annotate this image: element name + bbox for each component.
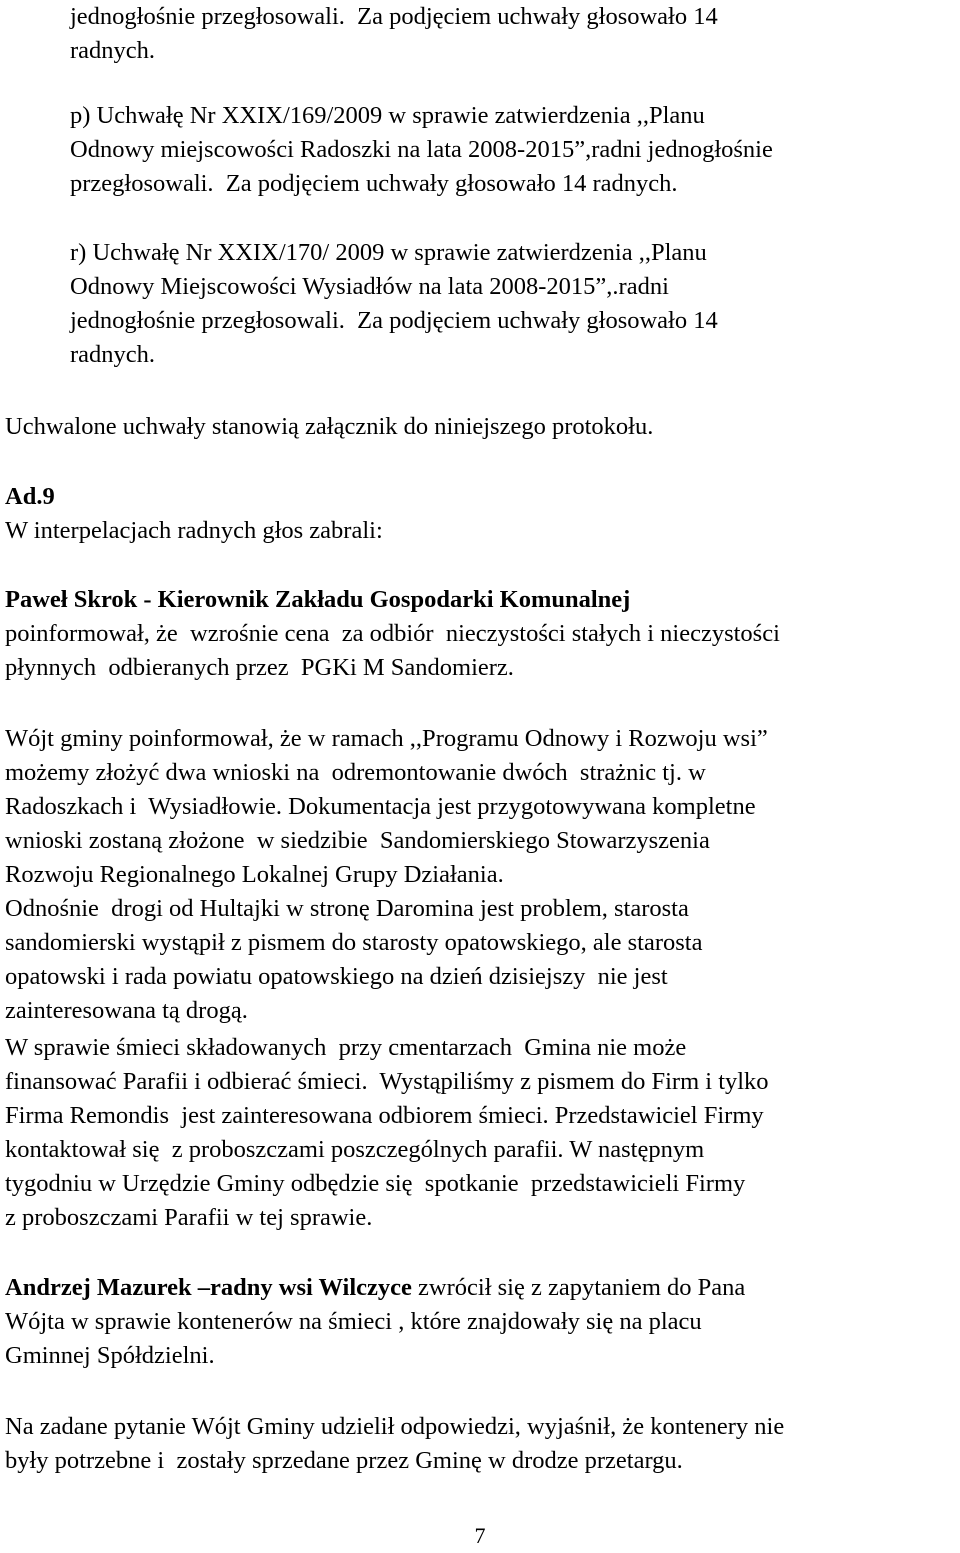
wojt-line-11: finansować Parafii i odbierać śmieci. Wystąpiliśmy z pismem do Firm i tylko <box>5 1068 769 1095</box>
item-r-line-1: r) Uchwałę Nr XXIX/170/ 2009 w sprawie zatwierdzenia ,,Planu <box>70 239 707 266</box>
speaker1-line-2: płynnych odbieranych przez PGKi M Sandomierz. <box>5 654 514 681</box>
wojt-line-15: z proboszczami Parafii w tej sprawie. <box>5 1204 373 1231</box>
speaker2-name: Andrzej Mazurek –radny wsi Wilczyce <box>5 1274 412 1301</box>
wojt-line-8: opatowski i rada powiatu opatowskiego na dzień dzisiejszy nie jest <box>5 963 668 990</box>
section-heading: Ad.9 <box>5 483 55 510</box>
wojt-line-1: Wójt gminy poinformował, że w ramach ,,Programu Odnowy i Rozwoju wsi” <box>5 725 768 752</box>
page-number: 7 <box>474 1523 486 1548</box>
answer-line-2: były potrzebne i zostały sprzedane przez Gminę w drodze przetargu. <box>5 1447 683 1474</box>
item-r-line-3: jednogłośnie przegłosowali. Za podjęciem uchwały głosowało 14 <box>70 307 718 334</box>
wojt-line-13: kontaktował się z proboszczami poszczególnych parafii. W następnym <box>5 1136 705 1163</box>
speaker2-line-2: Wójta w sprawie kontenerów na śmieci , które znajdowały się na placu <box>5 1308 702 1335</box>
wojt-line-5: Rozwoju Regionalnego Lokalnej Grupy Działania. <box>5 861 504 888</box>
item-p-line-1: p) Uchwałę Nr XXIX/169/2009 w sprawie zatwierdzenia ,,Planu <box>70 102 705 129</box>
answer-line-1: Na zadane pytanie Wójt Gminy udzielił odpowiedzi, wyjaśnił, że kontenery nie <box>5 1413 785 1440</box>
wojt-line-2: możemy złożyć dwa wnioski na odremontowanie dwóch strażnic tj. w <box>5 759 706 786</box>
item-o-line-1: jednogłośnie przegłosowali. Za podjęciem uchwały głosowało 14 <box>70 3 718 30</box>
item-p-line-2: Odnowy miejscowości Radoszki na lata 2008-2015”,radni jednogłośnie <box>70 136 773 163</box>
speaker2-first-line-rest: zwrócił się z zapytaniem do Pana <box>411 1274 746 1301</box>
wojt-line-6: Odnośnie drogi od Hultajki w stronę Daromina jest problem, starosta <box>5 895 689 922</box>
speaker2-line-1 <box>5 1271 745 1305</box>
wojt-line-7: sandomierski wystąpił z pismem do starosty opatowskiego, ale starosta <box>5 929 703 956</box>
speaker1-name: Paweł Skrok - Kierownik Zakładu Gospodarki Komunalnej <box>5 586 631 613</box>
speaker2-line-3: Gminnej Spółdzielni. <box>5 1342 215 1369</box>
wojt-line-14: tygodniu w Urzędzie Gminy odbędzie się spotkanie przedstawicieli Firmy <box>5 1170 746 1197</box>
section-intro: W interpelacjach radnych głos zabrali: <box>5 517 383 544</box>
item-r-line-4: radnych. <box>70 341 156 368</box>
wojt-line-9: zainteresowana tą drogą. <box>5 997 248 1024</box>
item-o-line-2: radnych. <box>70 37 156 64</box>
wojt-line-12: Firma Remondis jest zainteresowana odbiorem śmieci. Przedstawiciel Firmy <box>5 1102 764 1129</box>
item-p-line-3: przegłosowali. Za podjęciem uchwały głosowało 14 radnych. <box>70 170 678 197</box>
item-r-line-2: Odnowy Miejscowości Wysiadłów na lata 2008-2015”,.radni <box>70 273 669 300</box>
wojt-line-10: W sprawie śmieci składowanych przy cmentarzach Gmina nie może <box>5 1034 687 1061</box>
attachment-note: Uchwalone uchwały stanowią załącznik do niniejszego protokołu. <box>5 413 654 440</box>
wojt-line-3: Radoszkach i Wysiadłowie. Dokumentacja jest przygotowywana kompletne <box>5 793 756 820</box>
speaker1-line-1: poinformował, że wzrośnie cena za odbiór nieczystości stałych i nieczystości <box>5 620 780 647</box>
wojt-line-4: wnioski zostaną złożone w siedzibie Sandomierskiego Stowarzyszenia <box>5 827 710 854</box>
